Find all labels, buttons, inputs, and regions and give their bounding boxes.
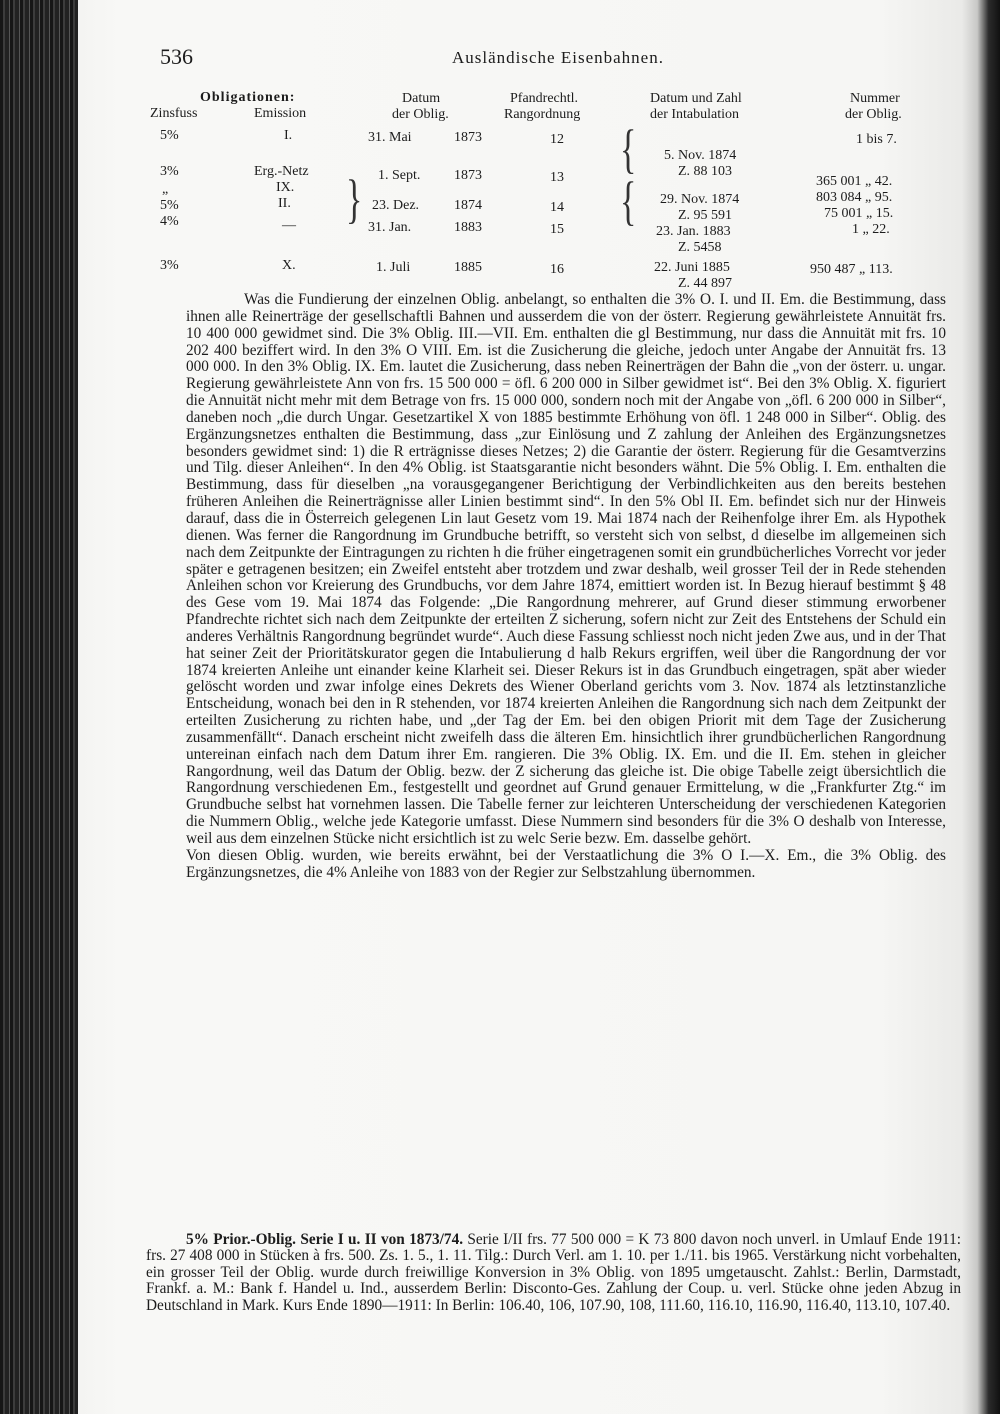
nummer-6: 950 487 „ 113. [810,262,893,277]
intab-num-2: Z. 95 591 [678,208,733,223]
intab-date-4: 22. Juni 1885 [654,260,730,275]
col-header-emission: Emission [254,106,307,121]
row2-emission: Erg.-Netz [254,164,309,179]
intab-date-2: 29. Nov. 1874 [660,192,740,207]
col-header-nummer-sub: der Oblig. [845,107,902,122]
book-binding-shadow [0,0,78,1414]
col-header-zinsfuss: Zinsfuss [150,106,198,121]
row1-jahr: 1873 [454,130,482,145]
nummer-4: 75 001 „ 15. [824,206,894,221]
paragraph-verstaatlichung: Von diesen Oblig. wurden, wie bereits erwähnt, bei der Verstaatlichung die 3% O I.—X. Em., die 3% Oblig. des Ergänzungsnetzes, die 4% Anleihe von 1883 von der Regier zur Selbstzahlung übernommen. [186,846,946,881]
row6-datum: 1. Juli [376,260,411,275]
page-edge-shadow [962,0,1000,1414]
row2-jahr: 1873 [454,168,482,183]
row6-rang: 16 [550,262,564,277]
body-text [186,292,946,882]
row4-emission: II. [278,196,291,211]
intab-num-3: Z. 5458 [678,240,722,255]
intab-date-1: 5. Nov. 1874 [664,148,737,163]
row6-zinsfuss: 3% [160,258,179,273]
section-text: Serie I/II frs. 77 500 000 = K 73 800 davon noch unverl. in Umlauf Ende 1911: frs. 27 408 000 in Stücken à frs. 500. Zs. 1. 5., 1. 11. Tilg.: Durch Verl. am 1. 10. per 1./11. bis 1965. Verstärkung nicht vorbehalten, ein grosser Teil der Oblig. wurde durch freiwillige Konversion in 3% Oblig. von 1895 umgetauscht. Zahlst.: Berlin, Darmstadt, Frankf. a. M.: Bank f. Handel u. Ind., ausserdem Berlin: Disconto-Ges. Zahlung der Coup. u. verl. Stücke ohne jeden Abzug in Deutschland in Mark. Kurs Ende 1890—1911: In Berlin: 106.40, 106, 107.90, 108, 111.60, 116.10, 116.90, 116.40, 113.10, 107.40. [146,1232,961,1314]
row5-jahr: 1883 [454,220,482,235]
row2-datum: 1. Sept. [378,168,421,183]
row1-datum: 31. Mai [368,130,412,145]
col-header-intabulation-sub: der Intabulation [650,107,740,122]
page-header [160,44,960,78]
row6-jahr: 1885 [454,260,482,275]
brace-intab-2: { [620,172,637,232]
intab-date-3: 23. Jan. 1883 [656,224,731,239]
running-title: Ausländische Eisenbahnen. [452,48,664,67]
row5-rang: 15 [550,222,564,237]
row4-zinsfuss: 5% [160,198,179,213]
section-title: 5% Prior.-Oblig. Serie I u. II von 1873/74. [186,1232,464,1248]
paragraph-fundierung: Was die Fundierung der einzelnen Oblig. anbelangt, so enthalten die 3% O. I. und II. Em. die Bestimmung, dass ihnen alle Reinerträge der gesellschaftli Bahnen und ausserdem die von der österr. Regierung gewährleistete Annuität frs. 10 400 000 gewidmet sind. Die 3% Oblig. III.—VII. Em. enthalten die gl Bestimmung, nur dass die Annuität mit frs. 10 202 400 beziffert wird. In den 3% O VIII. Em. ist die Zusicherung die gleiche, jedoch unter Angabe der Annuität frs. 13 000 000. In den 3% Oblig. IX. Em. lautet die Zusicherung, dass neben Reinerträgen der Bahn die „von der österr. u. ungar. Regierung gewährleistete Ann von frs. 15 500 000 = öfl. 6 200 000 in Silber gewidmet ist“. Bei den 3% Oblig. X. figuriert die Annuität nicht mehr mit dem Betrage von frs. 15 000 000, sondern noch mit der Angabe von „öfl. 6 200 000 in Silber“, daneben noch „die durch Ungar. Gesetzartikel X von 1885 bestimmte Erhöhung von öfl. 1 248 000 in Silber“. Oblig. des Ergänzungsnetzes enthalten die Bestimmung, dass „zur Einlösung und Z zahlung der Anleihen des Ergänzungsnetzes besonders gewidmet sind: 1) die R erträgnisse dieses Netzes; 2) die Garantie der österr. Regierung für die Gesamtverzins und Tilg. dieser Anleihen“. In den 4% Oblig. ist Staatsgarantie nicht besonders wähnt. Die 5% Oblig. I. Em. enthalten die Bestimmung, dass für dieselben „na vorausgegangener Berichtigung der Verbindlichkeiten aus den bereits bestehen früheren Anleihen die Reinerträgnisse aller Linien bestimmt sind“. In den 5% Obl II. Em. befindet sich nur der Hinweis darauf, dass die in Österreich gelegenen Lin laut Gesetz vom 19. Mai 1874 nach der Reihenfolge ihrer Em. als Hypothek dienen. Was ferner die Rangordnung im Grundbuche betrifft, so versteht sich von selbst, d dieselbe im allgemeinen sich nach dem Zeitpunkte der Eintragungen zu richten h die früher eingetragenen somit ein grundbücherliches Vorrecht vor jeder später e getragenen besitzen; ein Zweifel entsteht aber trotzdem und zwar deshalb, weil grosser Teil der in Rede stehenden Anleihen schon vor Kreierung des Grundbuchs, vor dem Jahre 1874, emittiert worden ist. In Bezug hierauf bestimmt § 48 des Gese vom 19. Mai 1874 das Folgende: „Die Rangordnung mehrerer, auf Grund dieser stimmung erworbener Pfandrechte richtet sich nach dem Zeitpunkte der erteilten Z sicherung, sofern nicht zur Zeit des Entstehens der Schuld ein anderes Verhältnis Rangordnung begründet wurde“. Auch diese Fassung schliesst noch nicht jeden Zwe aus, und in der That hat seiner Zeit der Prioritätskurator gegen die Intabulierung d halb Rekurs ergriffen, weil über die Rangordnung der vor 1874 kreierten Anleihe unt einander keine Klarheit sei. Dieser Rekurs ist in das Grundbuch eingetragen, spät aber wieder gelöscht worden und zwar infolge eines Dekrets des Wiener Oberland gerichts vom 3. Nov. 1874 als letztinstanzliche Entscheidung, wonach bei den in R stehenden, vor 1874 kreierten Anleihen die Rangordnung sich nach dem Zeitpunkt der erteilten Zusicherung zu richten habe, und „der Tag der Em. bei den obigen Priorit mit dem Tage der Zusicherung zusammenfällt“. Danach erscheint nicht zweifelh dass die älteren Em. hinsichtlich ihrer grundbücherlichen Rangordnung untereinan einfach nach dem Datum ihrer Em. rangieren. Die 3% Oblig. IX. Em. und die II. Em. stehen in gleicher Rangordnung, weil das Datum der Oblig. bezw. der Z sicherung das gleiche ist. Die obige Tabelle zeigt übersichtlich die Rangordnung verschiedenen Em., festgestellt und geordnet auf Grund genauer Ermittelung, w die „Frankfurter Ztg.“ im Grundbuche selbst hat vornehmen lassen. Die Tabelle ferner zur leichteren Unterscheidung der verschiedenen Kategorien die Nummern Oblig., welche jede Kategorie umfasst. Diese Nummern sind besonders für die 3% O deshalb von Interesse, weil aus dem einzelnen Stücke nicht ersichtlich ist zu welc Serie bezw. Em. dasselbe gehört. [186,292,946,847]
col-header-datum: Datum [402,91,441,106]
col-header-nummer: Nummer [850,91,900,106]
intab-num-4: Z. 44 897 [678,276,733,291]
nummer-1: 1 bis 7. [856,132,897,147]
row3-emission: IX. [276,180,295,195]
table-title: Obligationen: [200,90,296,105]
row1-rang: 12 [550,132,564,147]
page-number: 536 [160,44,193,69]
col-header-intabulation: Datum und Zahl [650,91,742,106]
row6-emission: X. [282,258,296,273]
nummer-2: 365 001 „ 42. [816,174,893,189]
row5-datum: 31. Jan. [368,220,412,235]
row4-jahr: 1874 [454,198,482,213]
row4-datum: 23. Dez. [372,198,420,213]
row4-rang: 14 [550,200,564,215]
obligations-table [150,90,960,290]
row3-zinsfuss: „ [162,182,169,197]
brace-intab-1: { [620,120,637,180]
nummer-3: 803 084 „ 95. [816,190,893,205]
col-header-pfandrecht: Pfandrechtl. [510,91,579,106]
row2-zinsfuss: 3% [160,164,179,179]
intab-num-1: Z. 88 103 [678,164,733,179]
nummer-5: 1 „ 22. [852,222,890,237]
row5-emission: — [282,218,296,233]
col-header-pfandrecht-sub: Rangordnung [504,107,581,122]
brace-left: } [346,170,363,230]
row1-zinsfuss: 5% [160,128,179,143]
row5-zinsfuss: 4% [160,214,179,229]
row2-rang: 13 [550,170,564,185]
col-header-datum-sub: der Oblig. [392,107,449,122]
row1-emission: I. [284,128,293,143]
section-prior-oblig [146,1232,961,1314]
